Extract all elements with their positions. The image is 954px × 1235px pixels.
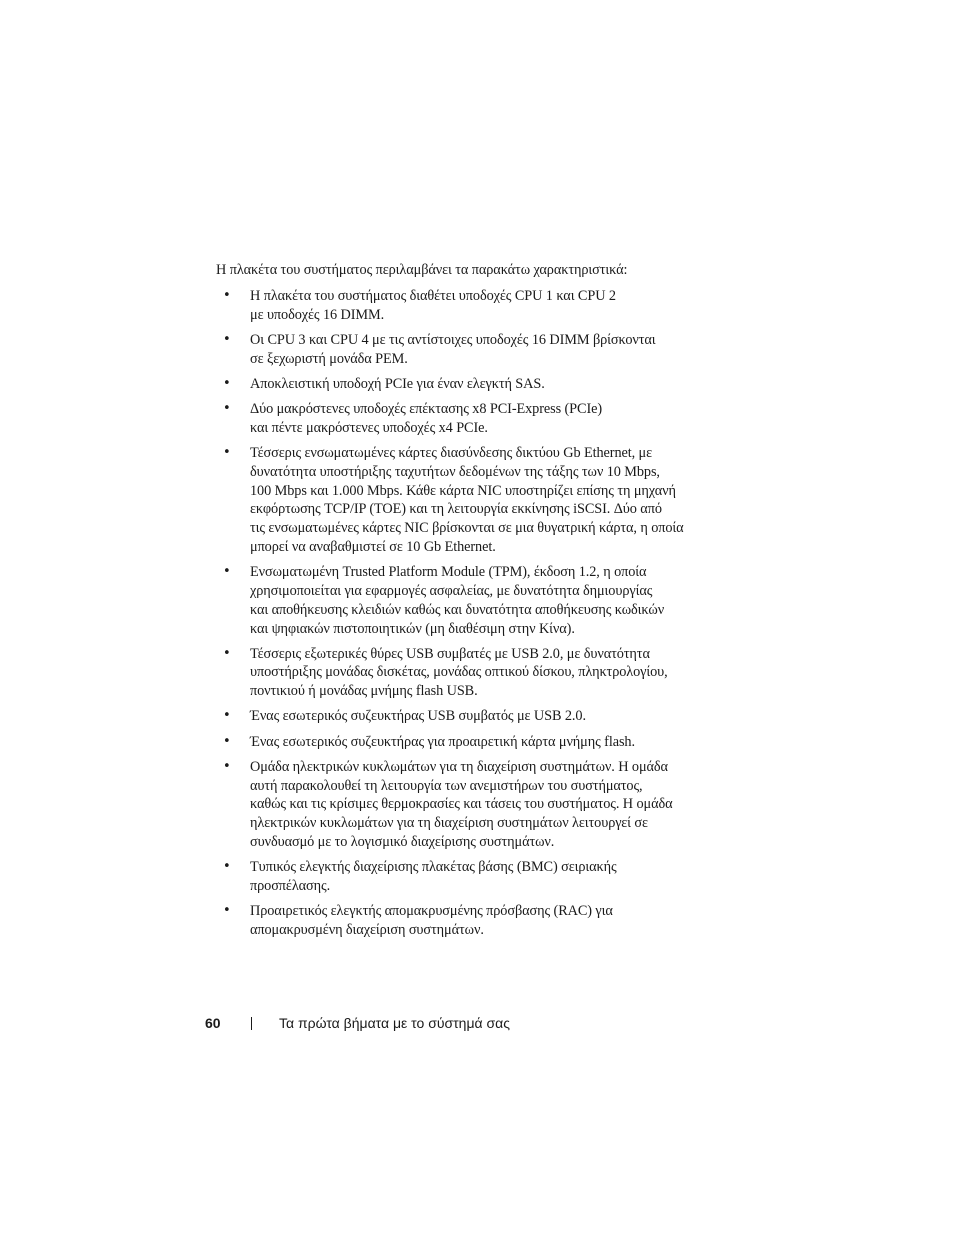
- bullet-icon: •: [223, 758, 231, 774]
- bullet-icon: •: [223, 444, 231, 460]
- intro-paragraph: Η πλακέτα του συστήματος περιλαμβάνει τα παρακάτω χαρακτηριστικά:: [216, 262, 628, 278]
- list-item-text: Ένας εσωτερικός συζευκτήρας USB συμβατός με USB 2.0.: [250, 708, 586, 725]
- bullet-icon: •: [223, 375, 231, 391]
- list-item: [216, 375, 726, 394]
- bullet-icon: •: [223, 331, 231, 347]
- feature-list: [216, 287, 726, 940]
- list-item: [216, 858, 726, 896]
- list-item-text: Δύο μακρόστενες υποδοχές επέκτασης x8 PCI-Express (PCIe) και πέντε μακρόστενες υποδοχές x4 PCIe.: [250, 400, 603, 436]
- list-item: [216, 645, 726, 701]
- list-item: [216, 400, 726, 438]
- bullet-icon: •: [223, 733, 231, 749]
- bullet-icon: •: [223, 903, 231, 919]
- bullet-icon: •: [223, 287, 231, 303]
- footer-divider: [251, 1017, 252, 1030]
- list-item: [216, 287, 726, 325]
- list-item-text: Τυπικός ελεγκτής διαχείρισης πλακέτας βάσης (BMC) σειριακής προσπέλασης.: [250, 859, 617, 895]
- bullet-icon: •: [223, 400, 231, 416]
- list-item: [216, 563, 726, 638]
- list-item-text: Τέσσερις ενσωματωμένες κάρτες διασύνδεσης δικτύου Gb Ethernet, με δυνατότητα υποστήριξης ταχυτήτων δεδομένων της τάξης των 10 Mbps, 100 Mbps και 1.000 Mbps. Κάθε κάρτα NIC υποστηρίζει επίσης τη μηχανή εκφόρτωσης TCP/IP (TOE) και τη λειτουργία εκκίνησης iSCSI. Δύο από τις ενσωματωμένες κάρτες NIC βρίσκονται σε μια θυγατρική κάρτα, η οποία μπορεί να αναβαθμιστεί σε 10 Gb Ethernet.: [250, 444, 684, 555]
- list-item-text: Ομάδα ηλεκτρικών κυκλωμάτων για τη διαχείριση συστημάτων. Η ομάδα αυτή παρακολουθεί τη λειτουργία των ανεμιστήρων του συστήματος, καθώς και τις κρίσιμες θερμοκρασίες και τάσεις του συστήματος. Η ομάδα ηλεκτρικών κυκλωμάτων για τη διαχείριση συστημάτων λειτουργεί σε συνδυασμό με το λογισμικό διαχείρισης συστημάτων.: [250, 758, 673, 851]
- page-number: 60: [205, 1015, 221, 1031]
- bullet-icon: •: [223, 859, 231, 875]
- list-item-text: Η πλακέτα του συστήματος διαθέτει υποδοχές CPU 1 και CPU 2 με υποδοχές 16 DIMM.: [250, 287, 616, 323]
- chapter-title: Τα πρώτα βήματα με το σύστημά σας: [279, 1015, 510, 1031]
- list-item: [216, 707, 726, 726]
- list-item-text: Τέσσερις εξωτερικές θύρες USB συμβατές με USB 2.0, με δυνατότητα υποστήριξης μονάδας δισκέτας, μονάδας οπτικού δίσκου, πληκτρολογίου, ποντικιού ή μονάδας μνήμης flash USB.: [250, 645, 668, 700]
- list-item-text: Προαιρετικός ελεγκτής απομακρυσμένης πρόσβασης (RAC) για απομακρυσμένη διαχείριση συστημάτων.: [250, 903, 613, 938]
- list-item: [216, 331, 726, 369]
- page-content: [216, 261, 726, 946]
- list-item-text: Οι CPU 3 και CPU 4 με τις αντίστοιχες υποδοχές 16 DIMM βρίσκονται σε ξεχωριστή μονάδα PEM.: [250, 331, 656, 367]
- list-item-text: Αποκλειστική υποδοχή PCIe για έναν ελεγκτή SAS.: [250, 375, 545, 392]
- bullet-icon: •: [223, 708, 231, 724]
- list-item: [216, 758, 726, 852]
- list-item-text: Ενσωματωμένη Trusted Platform Module (TPM), έκδοση 1.2, η οποία χρησιμοποιείται για εφαρμογές ασφαλείας, με δυνατότητα δημιουργίας και αποθήκευσης κλειδιών καθώς και δυνατότητα αποθήκευσης κωδικών και ψηφιακών πιστοποιητικών (μη διαθέσιμη στην Κίνα).: [250, 564, 665, 637]
- bullet-icon: •: [223, 564, 231, 580]
- list-item: [216, 444, 726, 557]
- list-item-text: Ένας εσωτερικός συζευκτήρας για προαιρετική κάρτα μνήμης flash.: [250, 733, 635, 750]
- list-item: [216, 902, 726, 940]
- list-item: [216, 733, 726, 752]
- page-footer: [205, 1015, 510, 1031]
- bullet-icon: •: [223, 645, 231, 661]
